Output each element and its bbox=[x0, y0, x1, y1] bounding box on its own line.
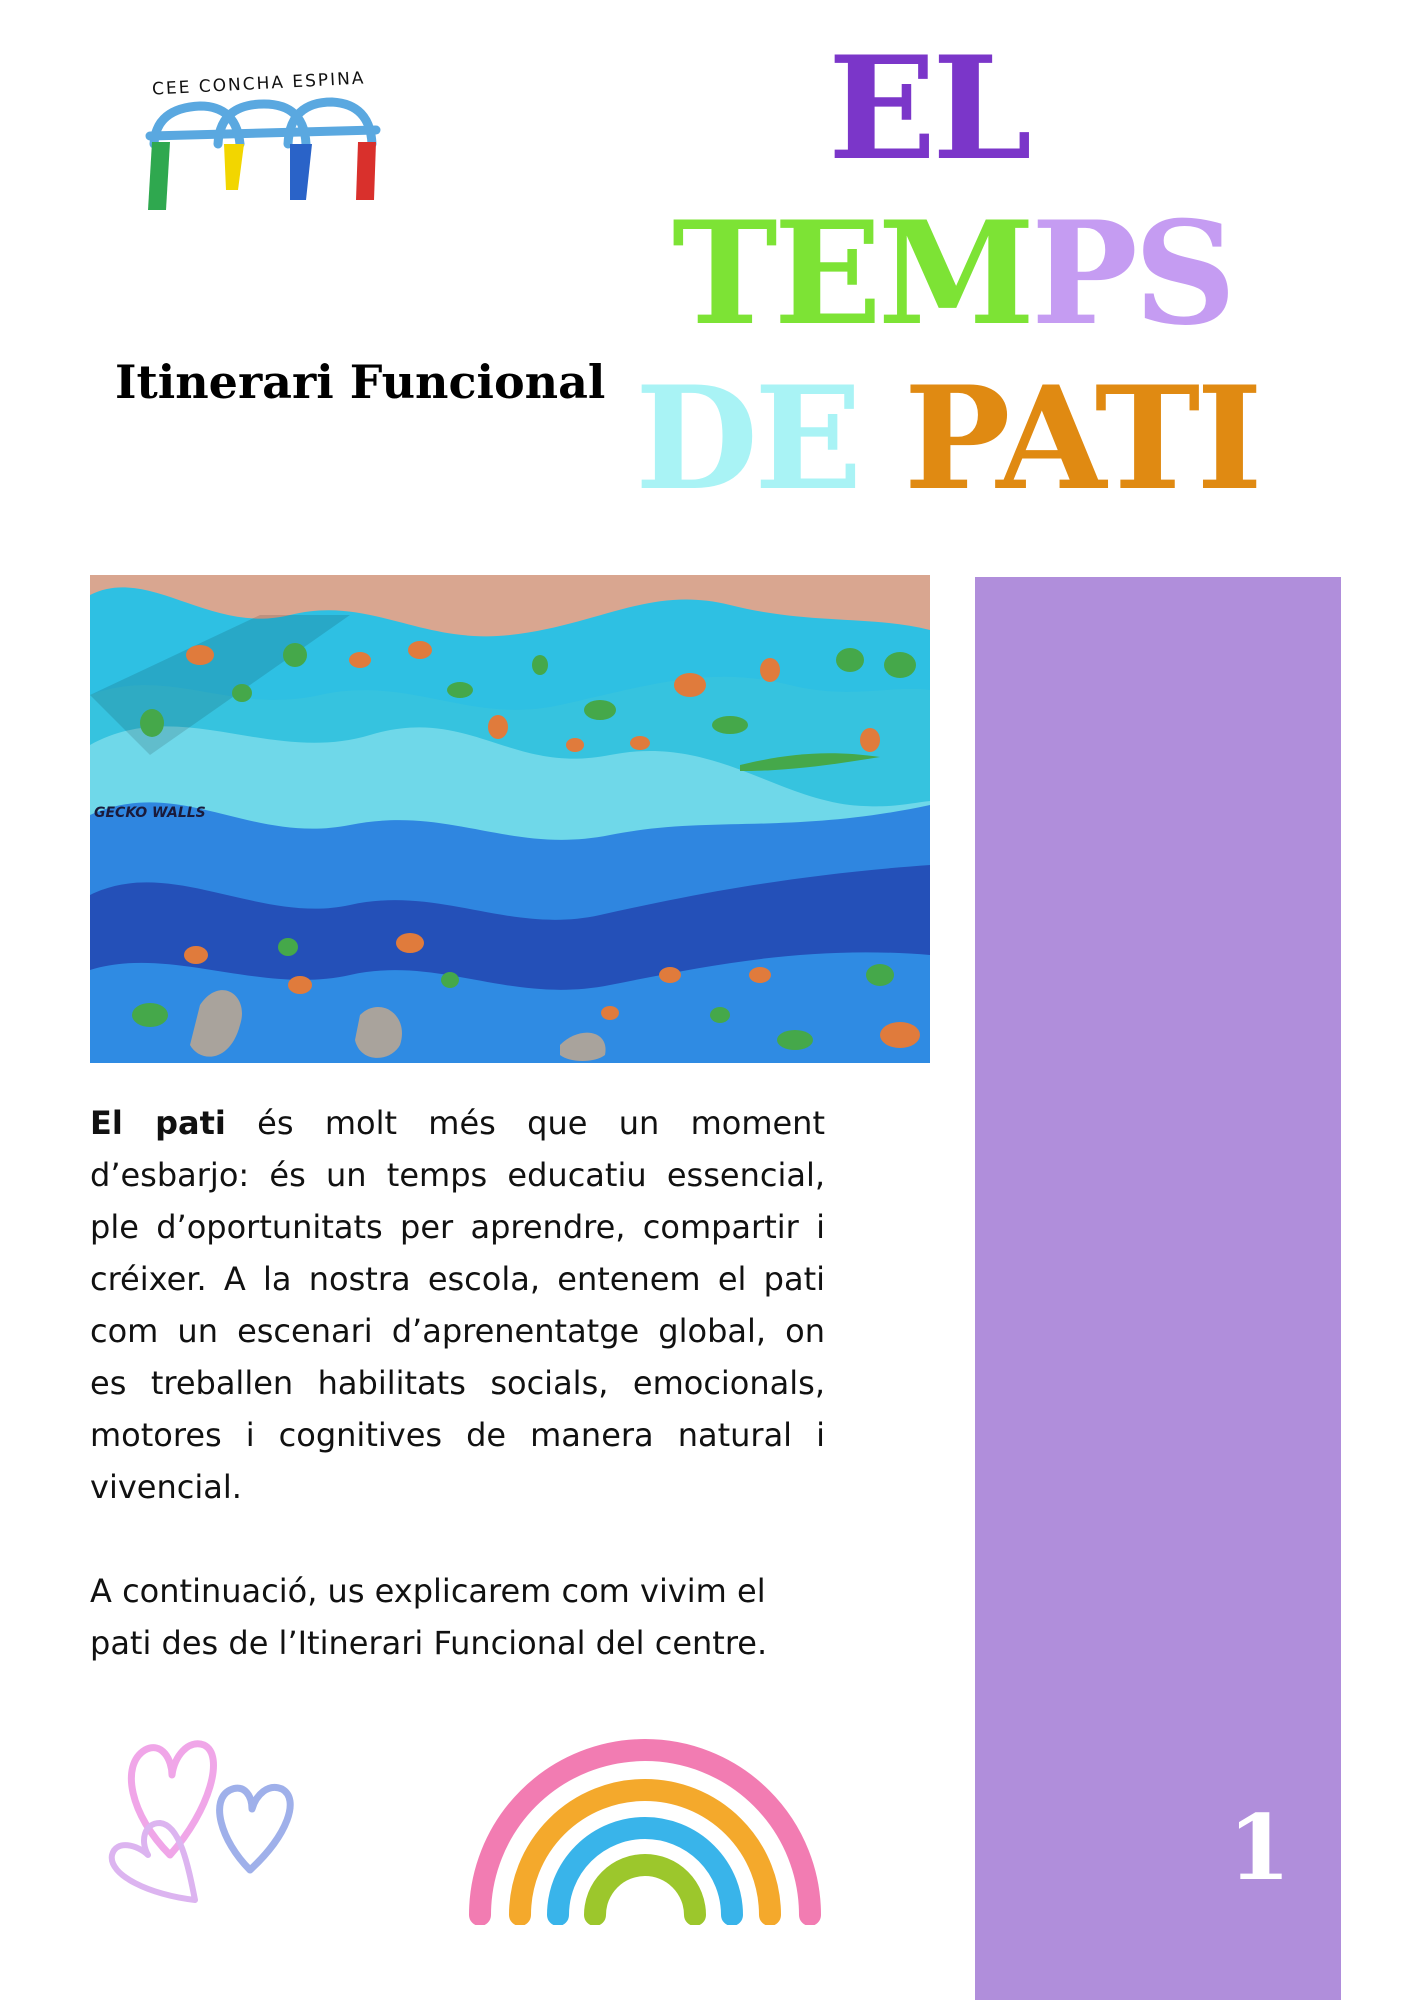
intro-text: és molt més que un moment d’esbarjo: és un temps educatiu essencial, ple d’oportunitats per aprendre, compartir i créixer. A la nostra escola, entenem el pati com un escenari d’aprenentatge global, on es treballen habilitats socials, emocionals, motores i cognitives de manera natural i vivencial. bbox=[90, 1104, 825, 1506]
page-number: 1 bbox=[1228, 1795, 1291, 1901]
logo-text: CEE CONCHA ESPINA bbox=[151, 68, 366, 100]
title-line1-segment-0: EL bbox=[828, 26, 1029, 192]
hearts-icon bbox=[100, 1705, 340, 1905]
continuation-paragraph: A continuació, us explicarem com vivim el pati des de l’Itinerari Funcional del centre. bbox=[90, 1572, 768, 1662]
title-line-1 bbox=[828, 26, 1029, 192]
title-line-2 bbox=[672, 191, 1233, 357]
document-subtitle: Itinerari Funcional bbox=[115, 355, 606, 409]
title-line2-segment-1: PS bbox=[1031, 191, 1233, 357]
photo-watermark: GECKO WALLS bbox=[94, 805, 206, 821]
rainbow-icon bbox=[455, 1700, 835, 1925]
title-line2-segment-0: TEM bbox=[672, 191, 1032, 357]
climbing-wall-photo bbox=[90, 575, 930, 1063]
title-line3-segment-0: DE bbox=[635, 356, 904, 522]
intro-bold-lead: El pati bbox=[90, 1104, 226, 1142]
title-line-3 bbox=[635, 356, 1259, 522]
school-logo bbox=[140, 60, 390, 220]
title-line3-segment-1: PATI bbox=[903, 356, 1259, 522]
purple-sidebar bbox=[975, 577, 1341, 2000]
intro-paragraph bbox=[90, 1097, 825, 1513]
